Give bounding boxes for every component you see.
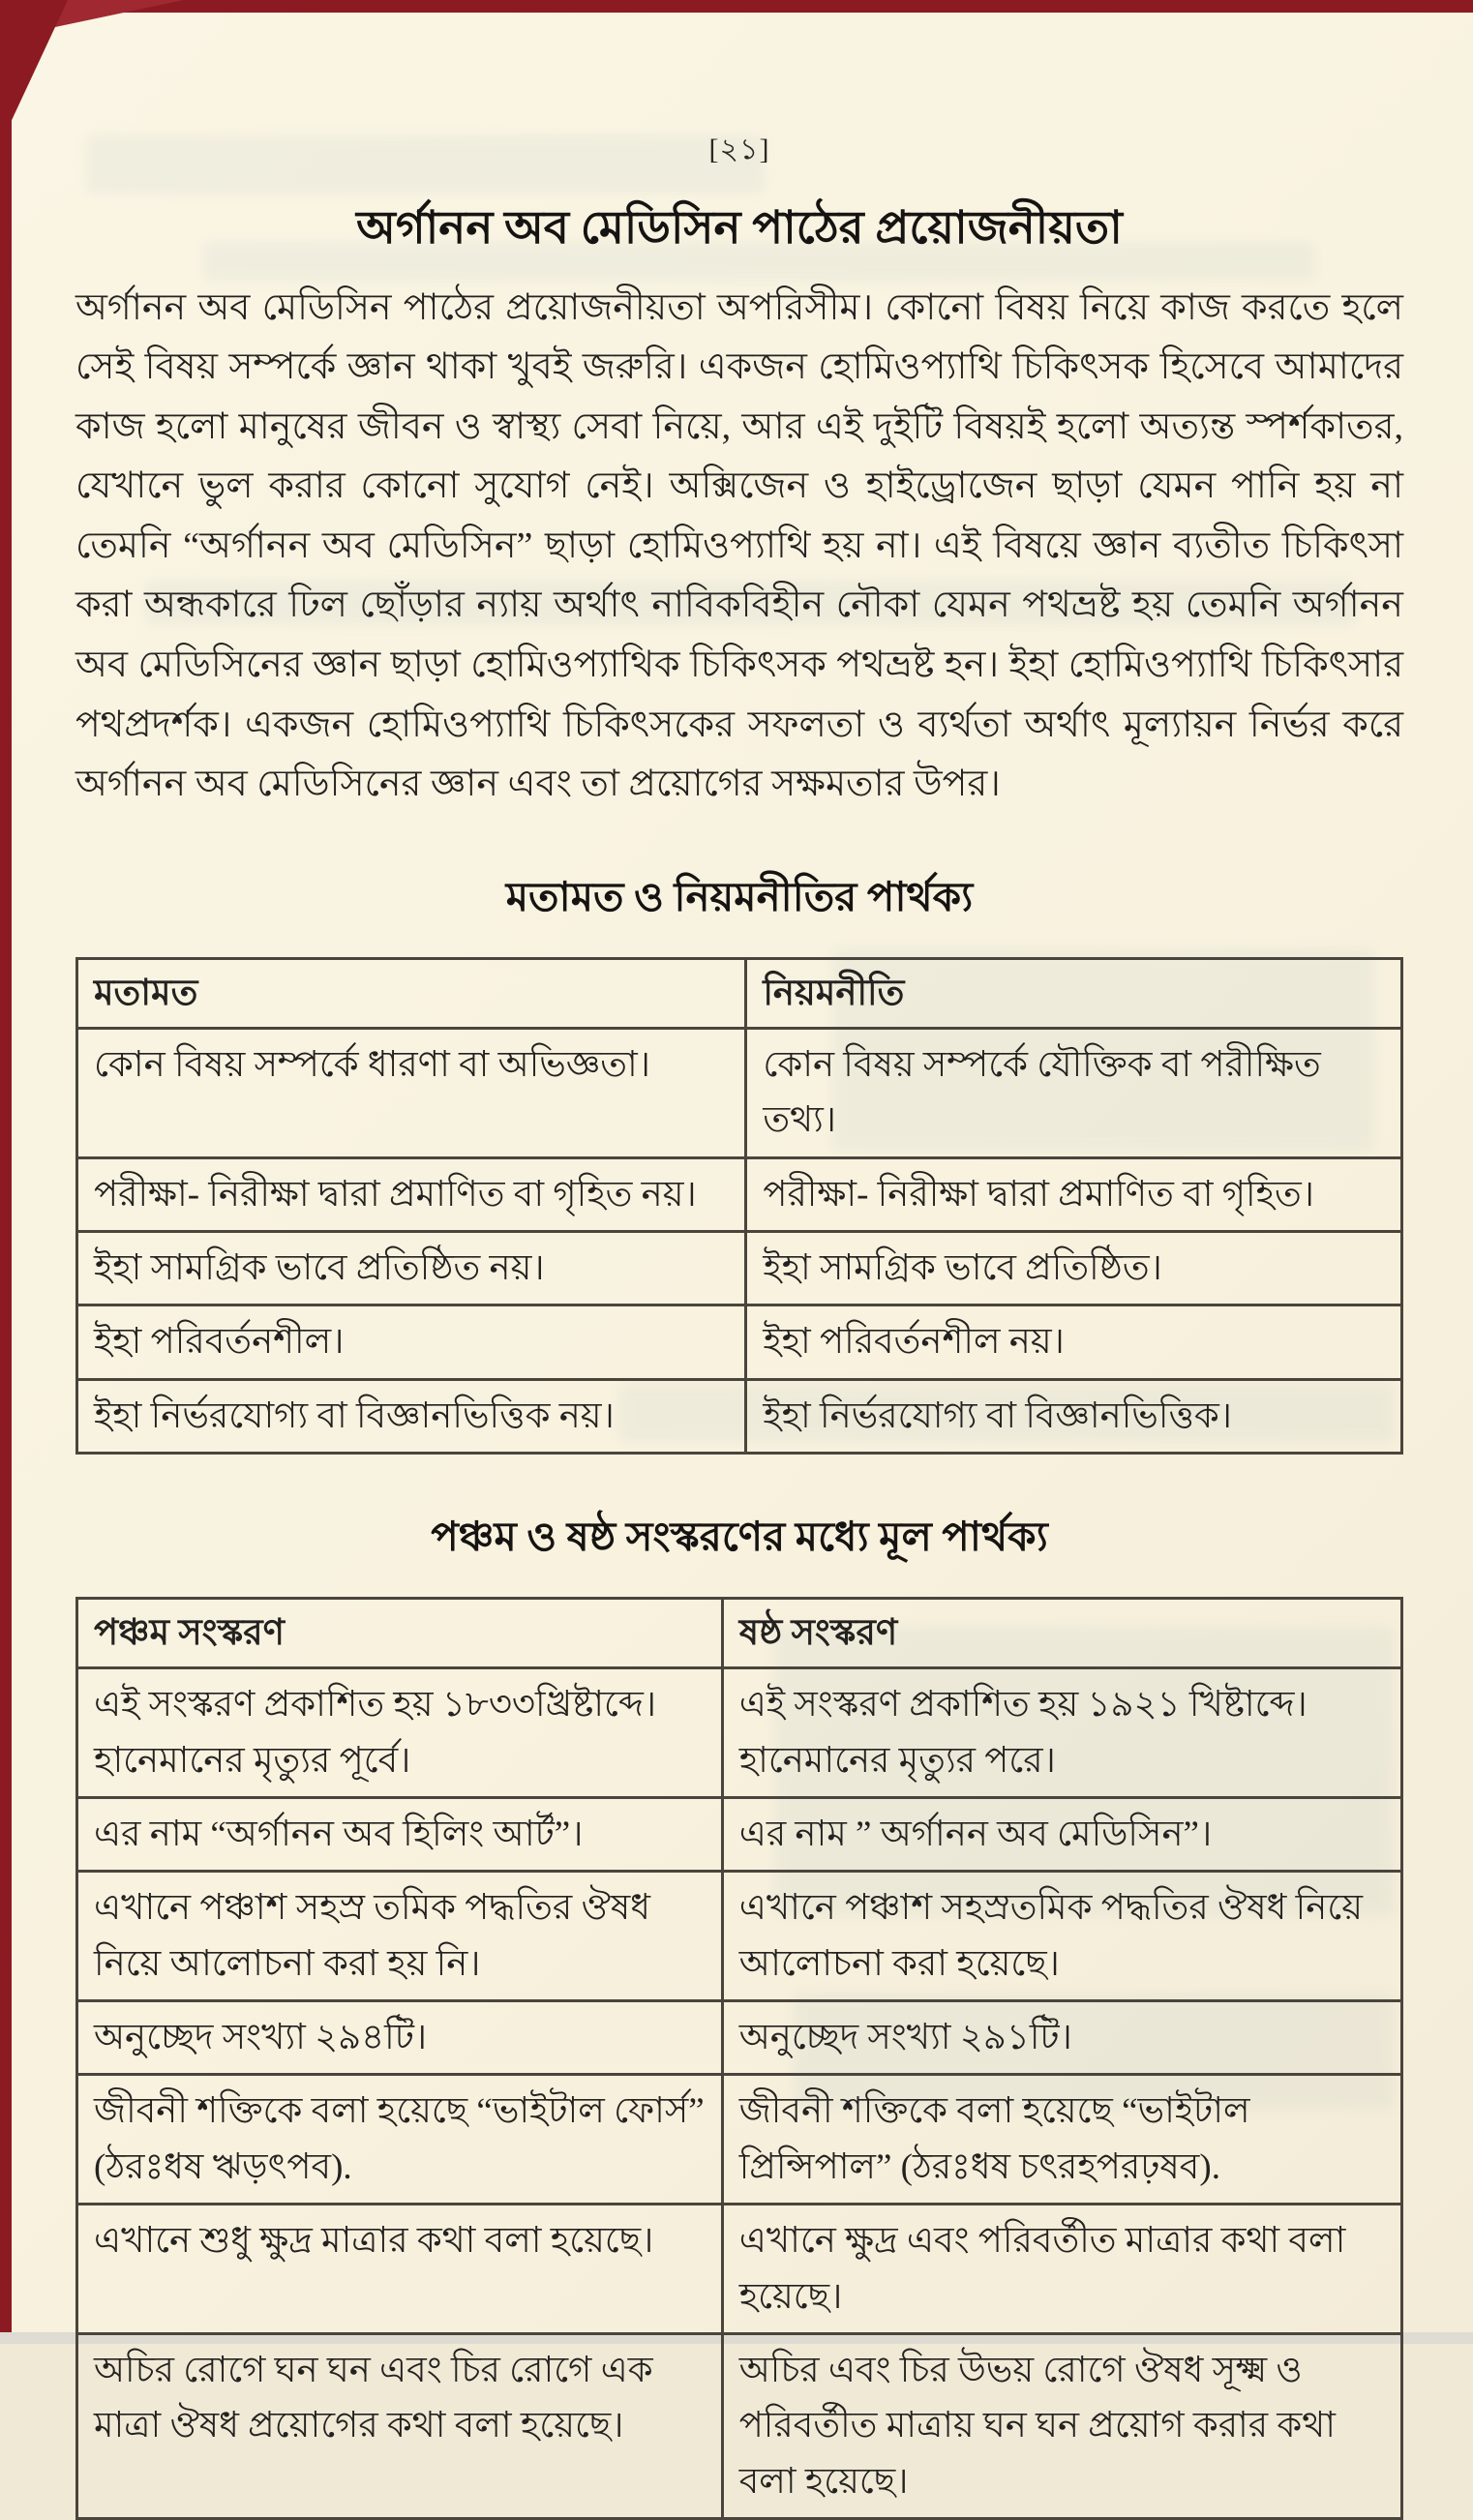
column-header: মতামত bbox=[77, 958, 746, 1028]
comparison-table-opinion-vs-principle bbox=[75, 957, 1403, 1455]
table-cell: ইহা সামগ্রিক ভাবে প্রতিষ্ঠিত। bbox=[746, 1232, 1402, 1305]
table-cell: কোন বিষয় সম্পর্কে যৌক্তিক বা পরীক্ষিত তথ্য। bbox=[746, 1029, 1402, 1158]
table-cell: জীবনী শক্তিকে বলা হয়েছে “ভাইটাল প্রিন্সিপাল” (ঠরঃধষ চৎরহপরঢ়ষব). bbox=[722, 2075, 1401, 2205]
table-header-row bbox=[77, 1599, 1402, 1668]
table-header-row bbox=[77, 958, 1402, 1028]
table-row bbox=[77, 1157, 1402, 1231]
chapter-paragraph: অর্গানন অব মেডিসিন পাঠের প্রয়োজনীয়তা অপরিসীম। কোনো বিষয় নিয়ে কাজ করতে হলে সেই বিষয় সম্পর্কে জ্ঞান থাকা খুবই জরুরি। একজন হোমিওপ্যাথি চিকিৎসক হিসেবে আমাদের কাজ হলো মানুষের জীবন ও স্বাস্থ্য সেবা নিয়ে, আর এই দুইটি বিষয়ই হলো অত্যন্ত স্পর্শকাতর, যেখানে ভুল করার কোনো সুযোগ নেই। অক্সিজেন ও হাইড্রোজেন ছাড়া যেমন পানি হয় না তেমনি “অর্গানন অব মেডিসিন” ছাড়া হোমিওপ্যাথি হয় না। এই বিষয়ে জ্ঞান ব্যতীত চিকিৎসা করা অন্ধকারে ঢিল ছোঁড়ার ন্যায় অর্থাৎ নাবিকবিহীন নৌকা যেমন পথভ্রষ্ট হয় তেমনি অর্গানন অব মেডিসিনের জ্ঞান ছাড়া হোমিওপ্যাথিক চিকিৎসক পথভ্রষ্ট হন। ইহা হোমিওপ্যাথি চিকিৎসার পথপ্রদর্শক। একজন হোমিওপ্যাথি চিকিৎসকের সফলতা ও ব্যর্থতা অর্থাৎ মূল্যায়ন নির্ভর করে অর্গানন অব মেডিসিনের জ্ঞান এবং তা প্রয়োগের সক্ষমতার উপর। bbox=[75, 286, 1403, 805]
column-header: নিয়মনীতি bbox=[746, 958, 1402, 1028]
table-cell: অনুচ্ছেদ সংখ্যা ২৯১টি। bbox=[722, 2001, 1401, 2075]
book-cover-edge-left bbox=[0, 0, 12, 2344]
table-cell: অনুচ্ছেদ সংখ্যা ২৯৪টি। bbox=[77, 2001, 723, 2075]
table-row bbox=[77, 2001, 1402, 2075]
table-cell: কোন বিষয় সম্পর্কে ধারণা বা অভিজ্ঞতা। bbox=[77, 1029, 746, 1158]
table-cell: অচির রোগে ঘন ঘন এবং চির রোগে এক মাত্রা ঔষধ প্রয়োগের কথা বলা হয়েছে। bbox=[77, 2333, 723, 2518]
table-row bbox=[77, 1872, 1402, 2001]
table-cell: এখানে ক্ষুদ্র এবং পরিবর্তীত মাত্রার কথা বলা হয়েছে। bbox=[722, 2205, 1401, 2334]
book-cover-corner bbox=[0, 0, 68, 145]
table-row bbox=[77, 1029, 1402, 1158]
table-row bbox=[77, 2075, 1402, 2205]
table-row bbox=[77, 2333, 1402, 2518]
table-cell: ইহা নির্ভরযোগ্য বা বিজ্ঞানভিত্তিক নয়। bbox=[77, 1379, 746, 1453]
table-row bbox=[77, 1305, 1402, 1379]
table-row bbox=[77, 1668, 1402, 1798]
table-cell: ইহা পরিবর্তনশীল। bbox=[77, 1305, 746, 1379]
column-header: ষষ্ঠ সংস্করণ bbox=[722, 1599, 1401, 1668]
table-cell: এই সংস্করণ প্রকাশিত হয় ১৯২১ খিষ্টাব্দে। হানেমানের মৃত্যুর পরে। bbox=[722, 1668, 1401, 1798]
chapter-title: অর্গানন অব মেডিসিন পাঠের প্রয়োজনীয়তা bbox=[356, 203, 1123, 254]
table-cell: এখানে পঞ্চাশ সহস্রতমিক পদ্ধতির ঔষধ নিয়ে আলোচনা করা হয়েছে। bbox=[722, 1872, 1401, 2001]
table-cell: জীবনী শক্তিকে বলা হয়েছে “ভাইটাল ফোর্স” (ঠরঃধষ ঋড়ৎপব). bbox=[77, 2075, 723, 2205]
table-cell: ইহা সামগ্রিক ভাবে প্রতিষ্ঠিত নয়। bbox=[77, 1232, 746, 1305]
page-number: [২১] bbox=[708, 134, 770, 165]
page-content bbox=[75, 126, 1403, 2520]
section-title-opinion-vs-principle: মতামত ও নিয়মনীতির পার্থক্য bbox=[505, 875, 974, 920]
table-cell: অচির এবং চির উভয় রোগে ঔষধ সূক্ষ্ম ও পরিবর্তীত মাত্রায় ঘন ঘন প্রয়োগ করার কথা বলা হয়েছে। bbox=[722, 2333, 1401, 2518]
table-row bbox=[77, 2205, 1402, 2334]
table-cell: ইহা নির্ভরযোগ্য বা বিজ্ঞানভিত্তিক। bbox=[746, 1379, 1402, 1453]
table-cell: পরীক্ষা- নিরীক্ষা দ্বারা প্রমাণিত বা গৃহিত নয়। bbox=[77, 1157, 746, 1231]
book-cover-edge-top bbox=[0, 0, 1473, 13]
table-cell: এই সংস্করণ প্রকাশিত হয় ১৮৩৩খ্রিষ্টাব্দে। হানেমানের মৃত্যুর পূর্বে। bbox=[77, 1668, 723, 1798]
table-cell: এর নাম “অর্গানন অব হিলিং আর্ট”। bbox=[77, 1798, 723, 1872]
comparison-table-editions bbox=[75, 1597, 1403, 2520]
table-row bbox=[77, 1798, 1402, 1872]
table-cell: এর নাম ” অর্গানন অব মেডিসিন”। bbox=[722, 1798, 1401, 1872]
section-title-edition-differences: পঞ্চম ও ষষ্ঠ সংস্করণের মধ্যে মূল পার্থক্য bbox=[431, 1515, 1048, 1561]
table-cell: এখানে শুধু ক্ষুদ্র মাত্রার কথা বলা হয়েছে। bbox=[77, 2205, 723, 2334]
table-cell: এখানে পঞ্চাশ সহস্র তমিক পদ্ধতির ঔষধ নিয়ে আলোচনা করা হয় নি। bbox=[77, 1872, 723, 2001]
table-cell: ইহা পরিবর্তনশীল নয়। bbox=[746, 1305, 1402, 1379]
table-cell: পরীক্ষা- নিরীক্ষা দ্বারা প্রমাণিত বা গৃহিত। bbox=[746, 1157, 1402, 1231]
column-header: পঞ্চম সংস্করণ bbox=[77, 1599, 723, 1668]
table-row bbox=[77, 1379, 1402, 1453]
table-row bbox=[77, 1232, 1402, 1305]
